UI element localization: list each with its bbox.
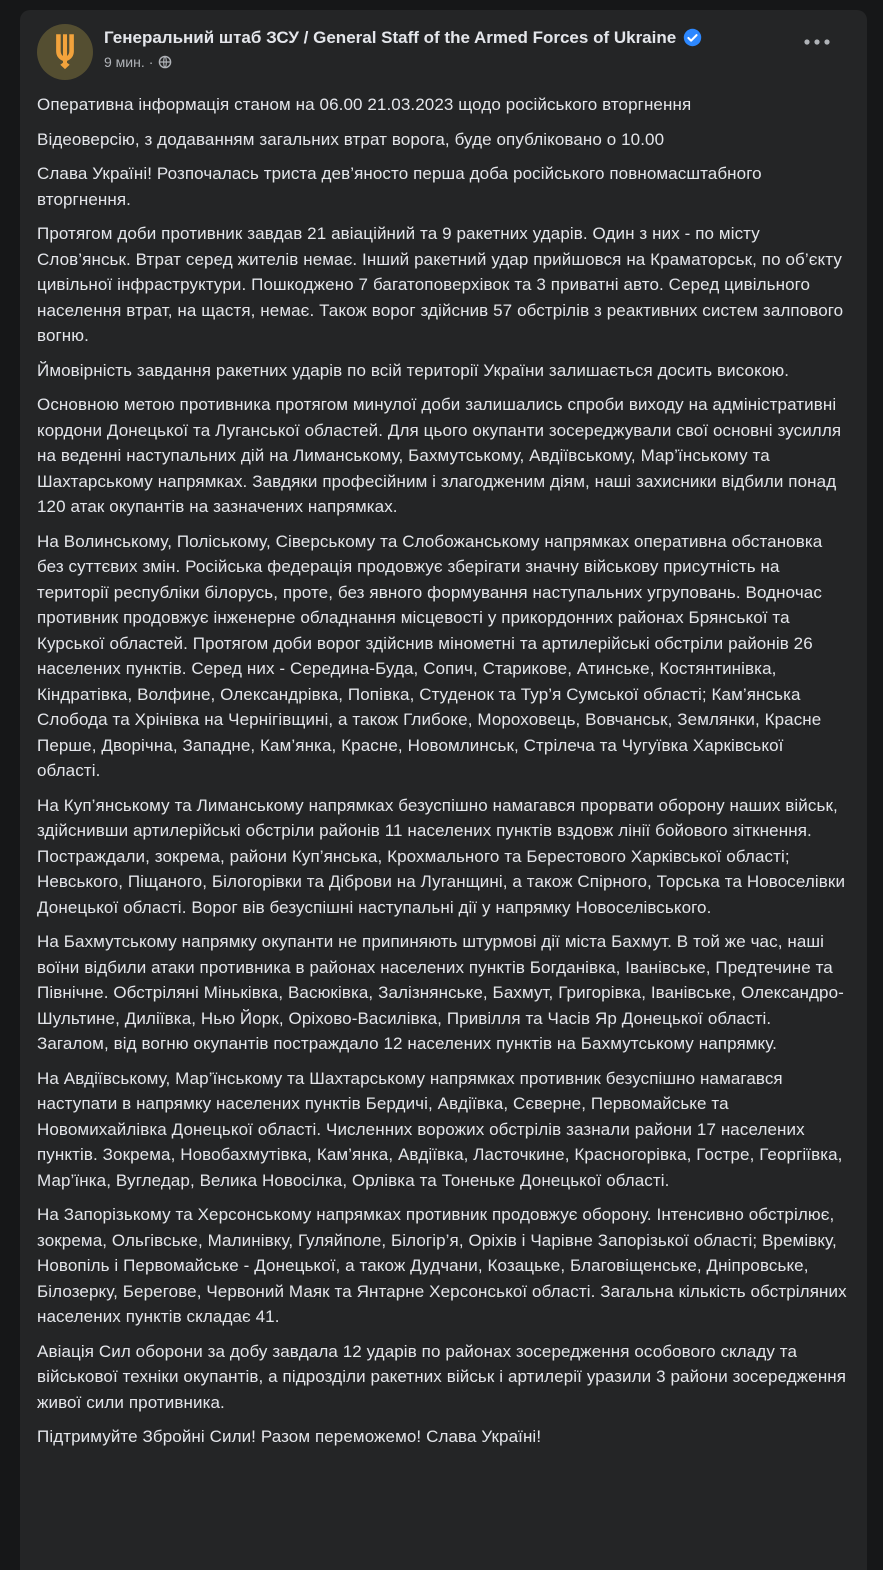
- post-paragraph: Підтримуйте Збройні Сили! Разом переможемо! Слава Україні!: [37, 1427, 542, 1446]
- post-paragraph: Авіація Сил оборони за добу завдала 12 ударів по районах зосередження особового складу та військової техніки окупантів, а підрозділи ракетних військ і артилерії уразили 3 райони зосередження живої сили противника.: [37, 1341, 847, 1412]
- post-paragraph: На Запорізькому та Херсонському напрямках противник продовжує оборону. Інтенсивно обстрілює, зокрема, Ольгівське, Малинівку, Гуляйполе, Білогір’я, Оріхів і Чарівне Запорізької області; Времівку, Новопіль і Первомайське - Донецької, а також Дудчани, Козацьке, Благовіщенське, Дніпровське, Білозерку, Берегове, Червоний Маяк та Янтарне Херсонської області. Загальна кількість обстріляних населених пунктів складає 41.: [37, 1205, 847, 1326]
- post-paragraph: На Бахмутському напрямку окупанти не припиняють штурмові дії міста Бахмут. В той же час, наші воїни відбили атаки противника в районах населених пунктів Богданівка, Іванівське, Предтечине та Північне. Обстріляні Міньківка, Васюківка, Залізнянське, Бахмут, Григорівка, Іванівське, Олександро-Шультине, Диліївка, Нью Йорк, Оріхово-Василівка, Привілля та Часів Яр Донецької області. Загалом, від вогню окупантів постраждало 12 населених пунктів на Бахмутському напрямку.: [37, 932, 844, 1053]
- post-paragraph: На Волинському, Поліському, Сіверському та Слобожанському напрямках оперативна обстановка без суттєвих змін. Російська федерація продовжує зберігати значну військову присутність на території республіки білорусь, проте, без явного формування наступальних угруповань. Водночас противник продовжує інженерне обладнання місцевості у прикордонних районах Брянської та Курської областей. Протягом доби ворог здійснив мінометні та артилерійські обстріли районів 26 населених пунктів. Серед них - Середина-Буда, Сопич, Старикове, Атинське, Костянтинівка, Кіндратівка, Волфине, Олександрівка, Попівка, Студенок та Тур’я Сумської області; Кам’янська Слобода та Хрінівка на Чернігівщині, а також Глибоке, Мороховець, Вовчанськ, Землянки, Красне Перше, Дворічна, Западне, Кам’янка, Красне, Новомлинськ, Стрілеча та Чугуївка Харківської області.: [37, 531, 823, 780]
- post-header: [20, 10, 867, 84]
- post-paragraph: На Авдіївському, Мар’їнському та Шахтарському напрямках противник безуспішно намагався наступати в напрямку населених пунктів Бердичі, Авдіївка, Сєверне, Первомайське та Новомихайлівка Донецької області. Численних ворожих обстрілів зазнали райони 17 населених пунктів. Зокрема, Новобахмутівка, Кам’янка, Авдіївка, Ласточкине, Красногорівка, Гостре, Георгіївка, Мар’їнка, Вугледар, Велика Новосілка, Орлівка та Тоненьке Донецької області.: [37, 1068, 843, 1190]
- avatar[interactable]: [37, 24, 93, 80]
- globe-public-icon: [158, 55, 172, 69]
- more-horizontal-icon: [803, 38, 831, 46]
- post-body: [20, 84, 867, 1474]
- timestamp[interactable]: 9 мин.: [104, 54, 145, 70]
- page-name-row: [104, 27, 797, 48]
- post-paragraph: Оперативна інформація станом на 06.00 21.03.2023 щодо російського вторгнення: [37, 95, 692, 114]
- post-paragraph: На Куп’янському та Лиманському напрямках безуспішно намагався прорвати оборону наших військ, здійснивши артилерійські обстріли районів 11 населених пунктів вздовж лінії бойового зіткнення. Постраждали, зокрема, райони Куп’янська, Крохмального та Берестового Харківської області; Невського, Піщаного, Білогорівки та Діброви на Луганщині, а також Спірного, Торська та Новоселівки Донецької області. Ворог вів безуспішні наступальні дії у напрямку Новоселівського.: [37, 795, 846, 917]
- page-name[interactable]: Генеральний штаб ЗСУ / General Staff of the Armed Forces of Ukraine: [104, 28, 677, 47]
- ukraine-trident-icon: [51, 33, 79, 71]
- post-paragraph: Основною метою противника протягом минулої доби залишались спроби виходу на адміністративні кордони Донецької та Луганської областей. Для цього окупанти зосереджували свої основні зусилля на веденні наступальних дій на Лиманському, Бахмутському, Авдіївському, Мар’їнському та Шахтарському напрямках. Завдяки професійним і злагодженим діям, наші захисники відбили понад 120 атак окупантів на зазначених напрямках.: [37, 395, 842, 516]
- post-paragraph: Слава Україні! Розпочалась триста дев’яносто перша доба російського повномасштабного вторгнення.: [37, 164, 762, 209]
- post-paragraph: Ймовірність завдання ракетних ударів по всій території України залишається досить високою.: [37, 360, 790, 380]
- facebook-post-card: [20, 10, 867, 1570]
- post-meta-row: [104, 54, 797, 70]
- verified-badge-icon: [683, 28, 702, 47]
- post-header-text: [104, 24, 797, 70]
- post-paragraph: Протягом доби противник завдав 21 авіаційний та 9 ракетних ударів. Один з них - по місту Слов’янськ. Втрат серед жителів немає. Інший ракетний удар прийшовся на Краматорськ, по об’єкту цивільної інфраструктури. Пошкоджено 7 багатоповерхівок та 3 приватні авто. Серед цивільного населення втрат, на щастя, немає. Також ворог здійснив 57 обстрілів з реактивних систем залпового вогню.: [37, 224, 844, 345]
- more-options-button[interactable]: [797, 28, 837, 56]
- meta-separator: ·: [148, 54, 154, 70]
- post-paragraph: Відеоверсію, з додаванням загальних втрат ворога, буде опубліковано о 10.00: [37, 129, 665, 149]
